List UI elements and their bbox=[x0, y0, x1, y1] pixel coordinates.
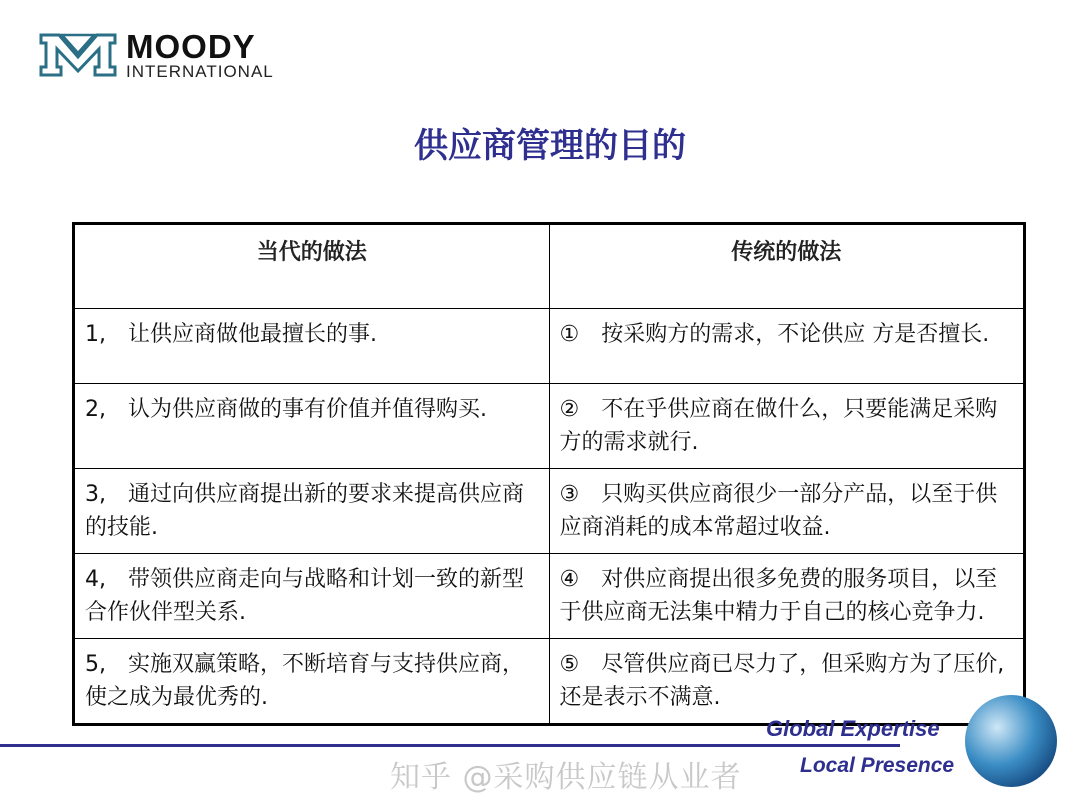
globe-icon bbox=[965, 695, 1057, 787]
cell-traditional: ② 不在乎供应商在做什么，只要能满足采购方的需求就行. bbox=[549, 384, 1025, 469]
table-row bbox=[74, 469, 1025, 554]
watermark: 知乎 @采购供应链从业者 bbox=[390, 760, 742, 795]
cell-traditional: ① 按采购方的需求，不论供应 方是否擅长. bbox=[549, 309, 1025, 384]
cell-traditional: ⑤ 尽管供应商已尽力了，但采购方为了压价, 还是表示不满意. bbox=[549, 639, 1025, 725]
table-row bbox=[74, 384, 1025, 469]
table-row bbox=[74, 639, 1025, 725]
logo-sub: INTERNATIONAL bbox=[126, 62, 274, 81]
comparison-table bbox=[72, 222, 1026, 726]
table-row bbox=[74, 554, 1025, 639]
cell-traditional: ④ 对供应商提出很多免费的服务项目，以至于供应商无法集中精力于自己的核心竞争力. bbox=[549, 554, 1025, 639]
cell-modern: 5, 实施双赢策略，不断培育与支持供应商，使之成为最优秀的. bbox=[74, 639, 550, 725]
global-expertise-text: Global Expertise bbox=[766, 716, 940, 741]
header-traditional: 传统的做法 bbox=[549, 224, 1025, 309]
cell-modern: 4, 带领供应商走向与战略和计划一致的新型合作伙伴型关系. bbox=[74, 554, 550, 639]
cell-modern: 3, 通过向供应商提出新的要求来提高供应商的技能. bbox=[74, 469, 550, 554]
local-presence-text: Local Presence bbox=[800, 754, 955, 777]
logo-main: MOODY bbox=[126, 28, 256, 65]
footer-divider bbox=[0, 744, 900, 747]
header-modern: 当代的做法 bbox=[74, 224, 550, 309]
page-title: 供应商管理的目的 bbox=[414, 126, 686, 166]
cell-modern: 1, 让供应商做他最擅长的事. bbox=[74, 309, 550, 384]
table-row bbox=[74, 309, 1025, 384]
moody-logo bbox=[38, 30, 274, 80]
mm-logo-icon bbox=[38, 31, 118, 79]
cell-traditional: ③ 只购买供应商很少一部分产品，以至于供应商消耗的成本常超过收益. bbox=[549, 469, 1025, 554]
cell-modern: 2, 认为供应商做的事有价值并值得购买. bbox=[74, 384, 550, 469]
